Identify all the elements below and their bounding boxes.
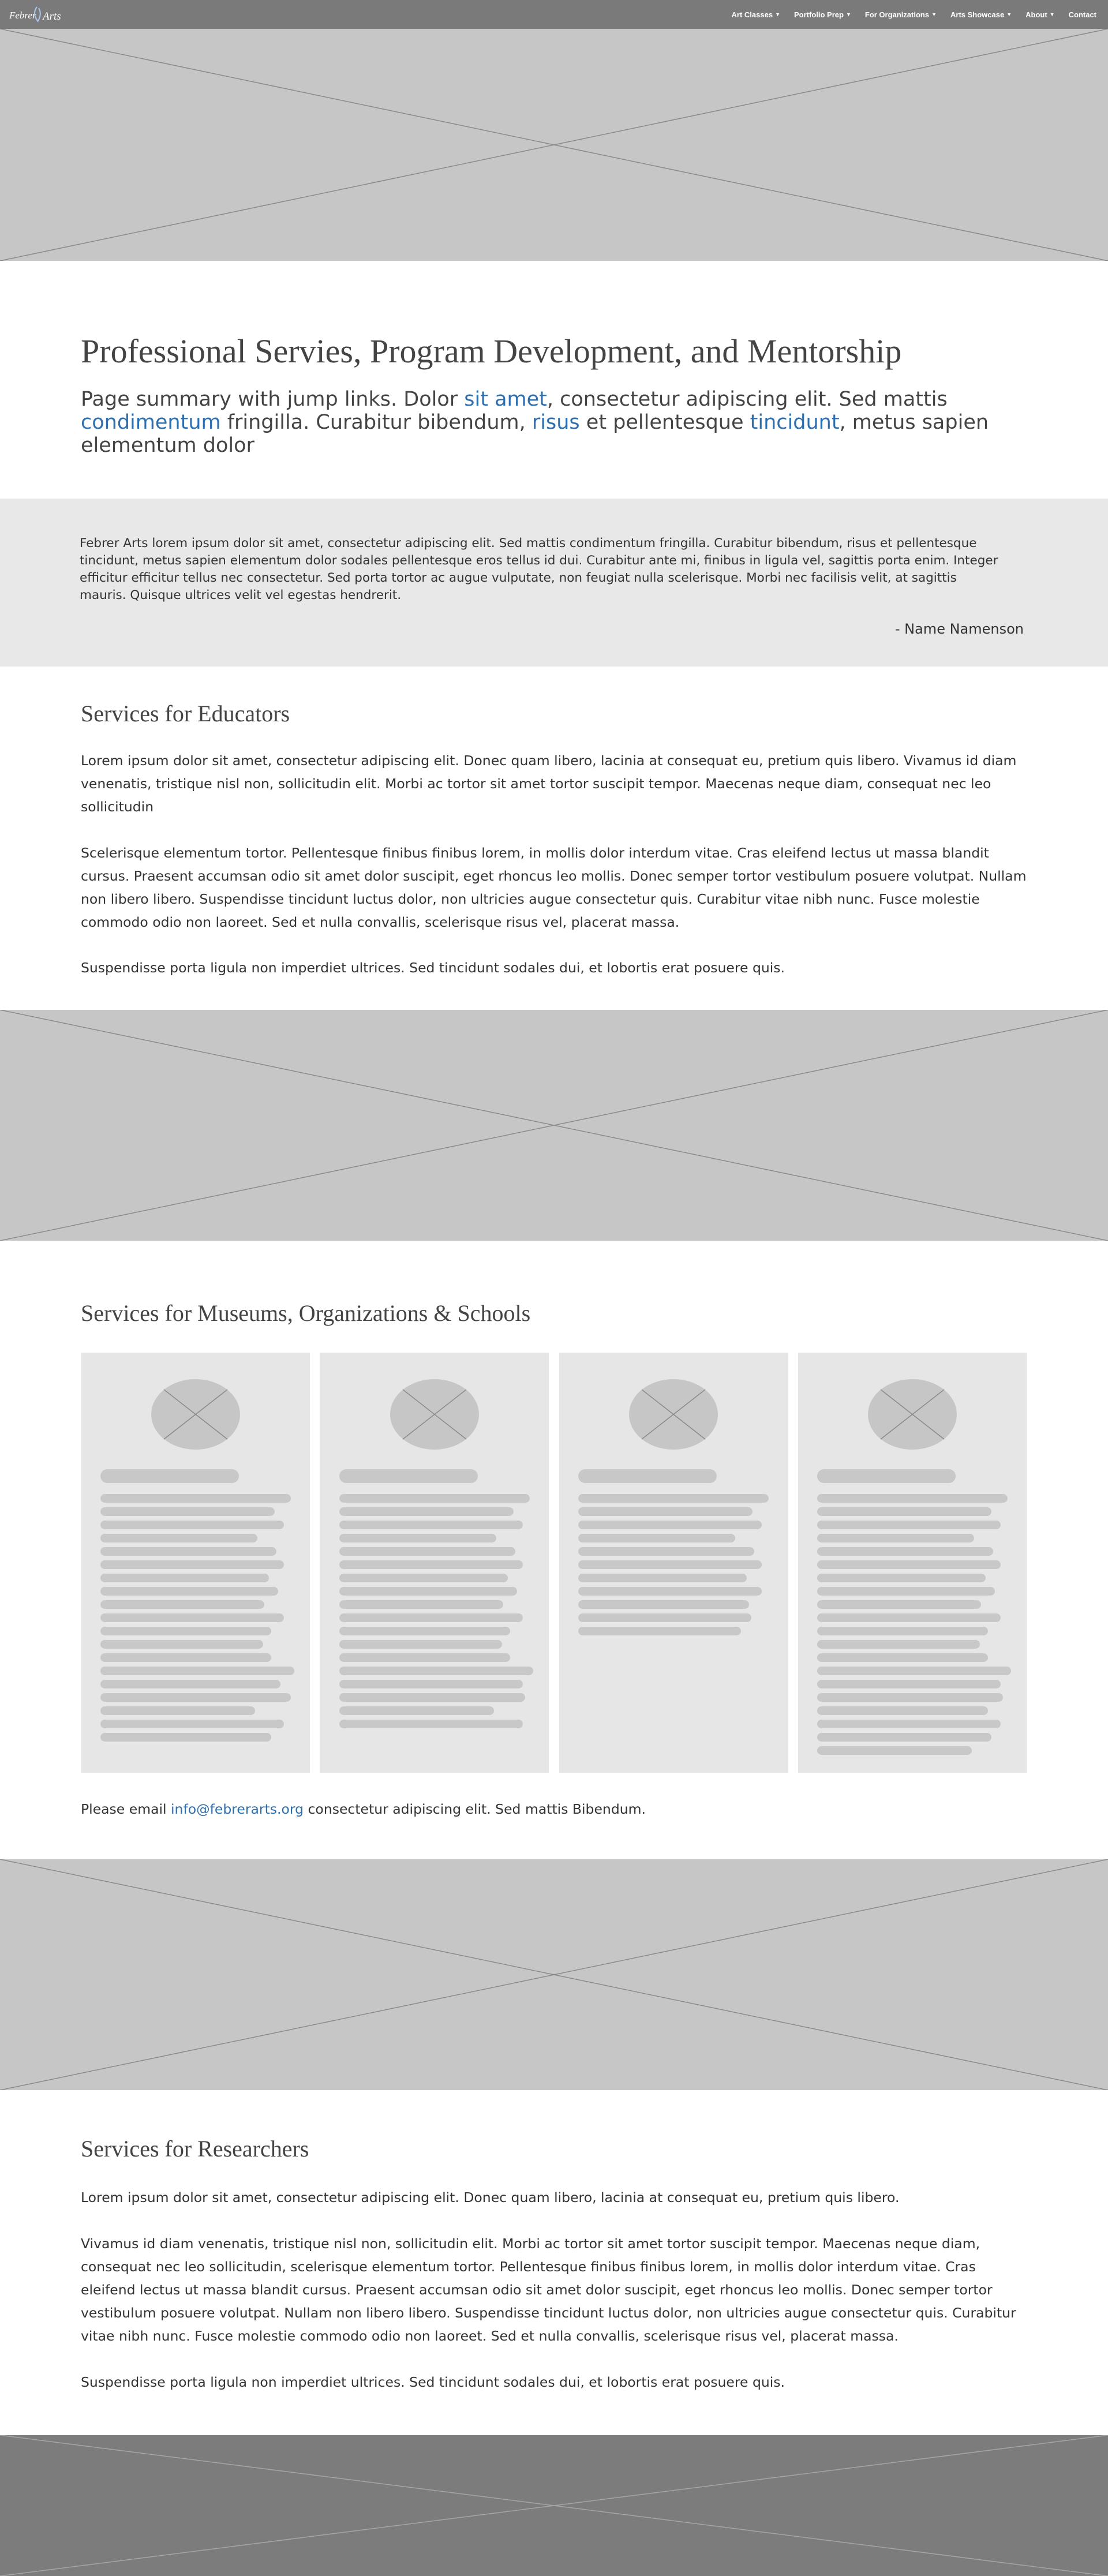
text-line-skeleton bbox=[817, 1746, 972, 1755]
educators-paragraph-3: Suspendisse porta ligula non imperdiet ultrices. Sed tincidunt sodales dui, et lobortis erat posuere quis. bbox=[81, 960, 785, 976]
card-image-placeholder bbox=[868, 1379, 957, 1450]
text-line-skeleton bbox=[817, 1587, 995, 1596]
nav-portfolio-prep[interactable] bbox=[794, 10, 851, 19]
text-line-skeleton bbox=[100, 1600, 264, 1609]
text-line-skeleton bbox=[100, 1507, 275, 1516]
text-line-skeleton bbox=[100, 1521, 284, 1529]
text-line-skeleton bbox=[578, 1587, 762, 1596]
text-line-skeleton bbox=[100, 1680, 280, 1688]
nav-menu bbox=[732, 0, 1096, 29]
text-line-skeleton bbox=[817, 1600, 981, 1609]
card-heading-skeleton bbox=[100, 1469, 239, 1483]
text-line-skeleton bbox=[578, 1534, 735, 1542]
text-line-skeleton bbox=[817, 1494, 1008, 1503]
card-heading-skeleton bbox=[339, 1469, 478, 1483]
text-line-skeleton bbox=[339, 1494, 530, 1503]
image-placeholder bbox=[0, 1010, 1108, 1241]
text-line-skeleton bbox=[578, 1494, 769, 1503]
text-line-skeleton bbox=[339, 1627, 510, 1635]
text-line-skeleton bbox=[100, 1667, 294, 1675]
febrer-arts-logo[interactable] bbox=[7, 3, 70, 25]
jump-link-condimentum[interactable]: condimentum bbox=[81, 411, 221, 434]
text-line-skeleton bbox=[578, 1521, 762, 1529]
text-line-skeleton bbox=[339, 1547, 515, 1556]
image-placeholder bbox=[0, 1859, 1108, 2090]
nav-contact[interactable] bbox=[1069, 10, 1096, 19]
text-line-skeleton bbox=[100, 1720, 284, 1728]
footer-placeholder bbox=[0, 2435, 1108, 2576]
text-line-skeleton bbox=[578, 1507, 753, 1516]
text-line-skeleton bbox=[339, 1521, 523, 1529]
text-line-skeleton bbox=[100, 1653, 271, 1662]
nav-for-organizations[interactable] bbox=[865, 10, 937, 19]
text-line-skeleton bbox=[817, 1521, 1001, 1529]
text-line-skeleton bbox=[817, 1720, 1001, 1728]
text-line-skeleton bbox=[817, 1534, 974, 1542]
contact-email-line bbox=[81, 1798, 1033, 1821]
hero-image-placeholder bbox=[0, 29, 1108, 261]
testimonial-quote bbox=[0, 499, 1108, 667]
jump-link-risus[interactable]: risus bbox=[531, 411, 580, 434]
top-nav bbox=[0, 0, 1108, 29]
summary-text: fringilla. Curabitur bibendum, bbox=[220, 411, 532, 434]
quote-text: Febrer Arts lorem ipsum dolor sit amet, consectetur adipiscing elit. Sed mattis condimentum fringilla. Curabitur bibendum, risus et pellentesque tincidunt, metus sapien elementum dolor sodales pellentesque eros tellus id dui. Curabitur ante mi, finibus in ligula vel, sagittis porta enim. Integer efficitur efficitur tellus nec consectetur. Sed porta tortor ac augue vulputate, non feugiat nulla scelerisque. Morbi nec facilisis velit, at sagittis mauris. Quisque ultrices velit vel egestas hendrerit. bbox=[80, 536, 998, 602]
text-line-skeleton bbox=[339, 1507, 514, 1516]
text-line-skeleton bbox=[339, 1653, 510, 1662]
text-line-skeleton bbox=[339, 1720, 523, 1728]
text-line-skeleton bbox=[578, 1613, 751, 1622]
text-line-skeleton bbox=[339, 1613, 523, 1622]
card-heading-skeleton bbox=[817, 1469, 956, 1483]
svg-text:Febrer: Febrer bbox=[9, 10, 36, 21]
service-card bbox=[320, 1353, 549, 1773]
svg-text:Arts: Arts bbox=[43, 10, 61, 23]
nav-label: Contact bbox=[1068, 10, 1096, 19]
nav-about[interactable] bbox=[1025, 10, 1054, 19]
email-link[interactable]: info@febrerarts.org bbox=[171, 1801, 304, 1817]
text-line-skeleton bbox=[578, 1560, 762, 1569]
card-image-placeholder bbox=[151, 1379, 240, 1450]
text-line-skeleton bbox=[817, 1547, 993, 1556]
text-line-skeleton bbox=[578, 1627, 741, 1635]
text-line-skeleton bbox=[100, 1706, 255, 1715]
text-line-skeleton bbox=[100, 1534, 257, 1542]
summary-text: , consectetur adipiscing elit. Sed mattis bbox=[546, 388, 948, 411]
text-line-skeleton bbox=[817, 1680, 1001, 1688]
text-line-skeleton bbox=[817, 1560, 1001, 1569]
researchers-paragraph-3: Suspendisse porta ligula non imperdiet ultrices. Sed tincidunt sodales dui, et lobortis erat posuere quis. bbox=[81, 2374, 785, 2390]
text-line-skeleton bbox=[339, 1640, 502, 1649]
email-prefix-text: Please email bbox=[81, 1801, 171, 1817]
nav-label: Portfolio Prep bbox=[793, 10, 844, 19]
text-line-skeleton bbox=[817, 1574, 986, 1582]
nav-label: Art Classes bbox=[731, 10, 773, 19]
nav-label: About bbox=[1025, 10, 1047, 19]
text-line-skeleton bbox=[817, 1613, 1001, 1622]
section-heading-educators: Services for Educators bbox=[81, 701, 290, 727]
text-line-skeleton bbox=[578, 1600, 749, 1609]
service-card bbox=[798, 1353, 1027, 1773]
summary-text: et pellentesque bbox=[579, 411, 750, 434]
card-image-placeholder bbox=[390, 1379, 479, 1450]
chevron-down-icon: ▼ bbox=[1049, 12, 1055, 17]
text-line-skeleton bbox=[100, 1640, 263, 1649]
educators-paragraph-1: Lorem ipsum dolor sit amet, consectetur adipiscing elit. Donec quam libero, lacinia at consequat eu, pretium quis libero. Vivamus id diam venenatis, tristique nisl non, sollicitudin elit. Morbi ac tortor sit amet tortor suscipit tempor. Maecenas neque diam, consequat nec leo sollicitudin bbox=[81, 752, 1017, 815]
nav-arts-showcase[interactable] bbox=[950, 10, 1012, 19]
text-line-skeleton bbox=[100, 1494, 291, 1503]
researchers-paragraph-2: Vivamus id diam venenatis, tristique nisl non, sollicitudin elit. Morbi ac tortor sit amet tortor suscipit tempor. Maecenas neque diam, consequat nec leo sollicitudin, scelerisque elementum tortor. Pellentesque finibus finibus lorem, in mollis dolor interdum vitae. Cras eleifend lectus ut massa blandit cursus. Praesent accumsan odio sit amet dolor suscipit, eget rhoncus leo mollis. Donec semper tortor vestibulum posuere volutpat. Nullam non libero libero. Suspendisse tincidunt luctus dolor, non ultricies augue consectetur quis. Curabitur vitae nibh nunc. Fusce molestie commodo odio non laoreet. Sed et nulla convallis, scelerisque risus vel, placerat massa. bbox=[81, 2236, 1016, 2344]
text-line-skeleton bbox=[817, 1653, 988, 1662]
text-line-skeleton bbox=[339, 1560, 523, 1569]
section-heading-researchers: Services for Researchers bbox=[81, 2136, 309, 2162]
researchers-paragraph-1: Lorem ipsum dolor sit amet, consectetur adipiscing elit. Donec quam libero, lacinia at consequat eu, pretium quis libero. bbox=[81, 2189, 900, 2206]
text-line-skeleton bbox=[817, 1507, 991, 1516]
text-line-skeleton bbox=[100, 1587, 278, 1596]
text-line-skeleton bbox=[817, 1627, 988, 1635]
text-line-skeleton bbox=[100, 1560, 284, 1569]
text-line-skeleton bbox=[100, 1693, 291, 1702]
text-line-skeleton bbox=[339, 1667, 533, 1675]
text-line-skeleton bbox=[339, 1534, 496, 1542]
chevron-down-icon: ▼ bbox=[1006, 12, 1012, 17]
card-heading-skeleton bbox=[578, 1469, 717, 1483]
text-line-skeleton bbox=[100, 1613, 284, 1622]
text-line-skeleton bbox=[339, 1693, 525, 1702]
page-summary bbox=[81, 388, 1027, 457]
nav-label: Arts Showcase bbox=[950, 10, 1005, 19]
service-card bbox=[559, 1353, 788, 1773]
chevron-down-icon: ▼ bbox=[775, 12, 780, 17]
nav-art-classes[interactable] bbox=[732, 10, 780, 19]
quote-author: - Name Namenson bbox=[894, 621, 1024, 637]
text-line-skeleton bbox=[100, 1733, 271, 1742]
text-line-skeleton bbox=[817, 1693, 1003, 1702]
text-line-skeleton bbox=[339, 1574, 508, 1582]
text-line-skeleton bbox=[100, 1627, 271, 1635]
text-line-skeleton bbox=[817, 1640, 980, 1649]
text-line-skeleton bbox=[578, 1574, 747, 1582]
jump-link-sit-amet[interactable]: sit amet bbox=[464, 388, 547, 411]
chevron-down-icon: ▼ bbox=[931, 12, 937, 17]
nav-label: For Organizations bbox=[864, 10, 930, 19]
summary-text: , metus sapien elementum dolor bbox=[81, 411, 989, 457]
educators-paragraph-2: Scelerisque elementum tortor. Pellentesque finibus finibus lorem, in mollis dolor interdum vitae. Cras eleifend lectus ut massa blandit cursus. Praesent accumsan odio sit amet dolor suscipit, eget rhoncus leo mollis. Donec semper tortor vestibulum posuere volutpat. Nullam non libero libero. Suspendisse tincidunt luctus dolor, non ultricies augue consectetur quis. Curabitur vitae nibh nunc. Fusce molestie commodo odio non laoreet. Sed et nulla convallis, scelerisque risus vel, placerat massa. bbox=[81, 845, 1027, 930]
email-suffix-text: consectetur adipiscing elit. Sed mattis Bibendum. bbox=[304, 1801, 646, 1817]
text-line-skeleton bbox=[817, 1733, 991, 1742]
service-card bbox=[81, 1353, 310, 1773]
text-line-skeleton bbox=[339, 1680, 523, 1688]
section-heading-museums: Services for Museums, Organizations & Schools bbox=[81, 1300, 531, 1326]
chevron-down-icon: ▼ bbox=[845, 12, 851, 17]
text-line-skeleton bbox=[817, 1706, 988, 1715]
text-line-skeleton bbox=[339, 1706, 494, 1715]
text-line-skeleton bbox=[817, 1667, 1011, 1675]
page-title: Professional Servies, Program Development, and Mentorship bbox=[81, 332, 902, 370]
text-line-skeleton bbox=[100, 1547, 276, 1556]
card-image-placeholder bbox=[629, 1379, 718, 1450]
text-line-skeleton bbox=[100, 1574, 269, 1582]
text-line-skeleton bbox=[339, 1587, 517, 1596]
summary-text: Page summary with jump links. Dolor bbox=[81, 388, 465, 411]
jump-link-tincidunt[interactable]: tincidunt bbox=[750, 411, 840, 434]
text-line-skeleton bbox=[578, 1547, 754, 1556]
text-line-skeleton bbox=[339, 1600, 503, 1609]
